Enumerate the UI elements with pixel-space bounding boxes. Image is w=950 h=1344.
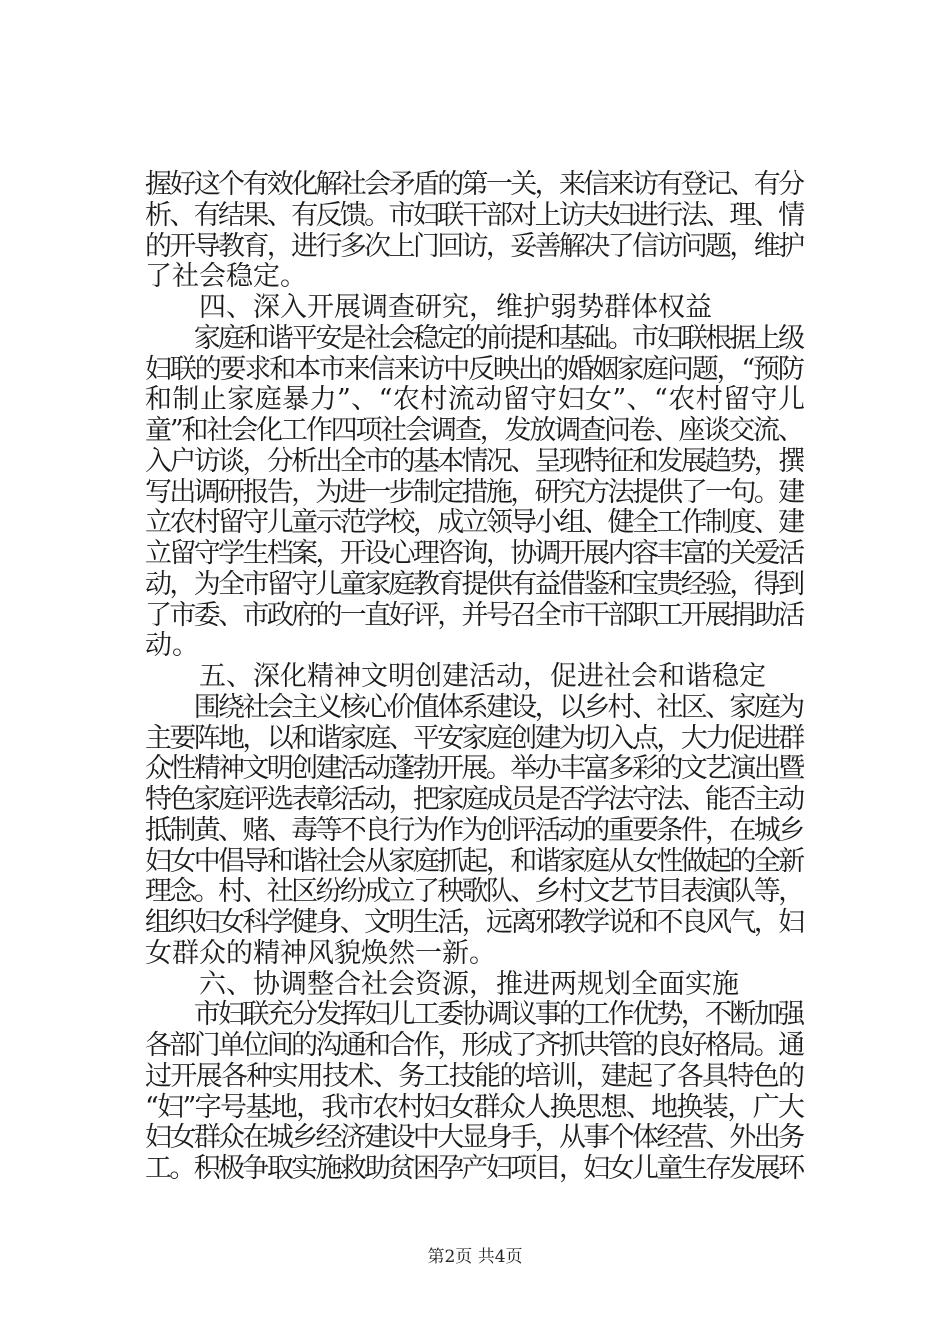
text-line: 的开导教育，进行多次上门回访，妥善解决了信访问题，维护 <box>145 231 803 262</box>
text-line: 过开展各种实用技术、务工技能的培训，建起了各具特色的 <box>145 1061 804 1092</box>
text-line: 主要阵地，以和谐家庭、平安家庭创建为切入点，大力促进群 <box>145 723 803 754</box>
text-line: 写出调研报告，为进一步制定措施，研究方法提供了一句。建 <box>145 477 803 508</box>
text-line: “妇”字号基地，我市农村妇女群众人换思想、地换装，广大 <box>145 1092 804 1123</box>
text-line: 了社会稳定。 <box>145 261 307 292</box>
text-line: 了市委、市政府的一直好评，并号召全市干部职工开展捐助活 <box>145 600 803 631</box>
text-line: 握好这个有效化解社会矛盾的第一关，来信来访有登记、有分 <box>145 169 803 200</box>
text-line: 妇女中倡导和谐社会从家庭抓起，和谐家庭从女性做起的全新 <box>145 846 803 877</box>
text-line: 立留守学生档案，开设心理咨询，协调开展内容丰富的关爱活 <box>145 538 803 569</box>
text-line: 抵制黄、赌、毒等不良行为作为创评活动的重要条件，在城乡 <box>145 815 803 846</box>
text-line: 众性精神文明创建活动蓬勃开展。举办丰富多彩的文艺演出暨 <box>145 753 803 784</box>
page-footer: 第2页 共4页 <box>427 1247 523 1267</box>
text-line: 组织妇女科学健身、文明生活，远离邪教学说和不良风气，妇 <box>145 907 803 938</box>
text-line: 妇联的要求和本市来信来访中反映出的婚姻家庭问题，“预防 <box>145 354 803 385</box>
text-line: 女群众的精神风貌焕然一新。 <box>145 938 496 969</box>
text-line: 六、协调整合社会资源，推进两规划全面实施 <box>145 969 739 1000</box>
text-line: 析、有结果、有反馈。市妇联干部对上访夫妇进行法、理、情 <box>145 200 803 231</box>
text-line: 市妇联充分发挥妇儿工委协调议事的工作优势，不断加强 <box>145 999 803 1030</box>
text-line: 特色家庭评选表彰活动，把家庭成员是否学法守法、能否主动 <box>145 784 803 815</box>
text-line: 入户访谈，分析出全市的基本情况、呈现特征和发展趋势，撰 <box>145 446 803 477</box>
text-line: 动。 <box>145 630 199 661</box>
text-line: 围绕社会主义核心价值体系建设，以乡村、社区、家庭为 <box>145 692 803 723</box>
text-line: 立农村留守儿童示范学校，成立领导小组、健全工作制度、建 <box>145 507 803 538</box>
text-line: 家庭和谐平安是社会稳定的前提和基础。市妇联根据上级 <box>145 323 803 354</box>
text-line: 动，为全市留守儿童家庭教育提供有益借鉴和宝贵经验，得到 <box>145 569 803 600</box>
text-line: 童”和社会化工作四项社会调查，发放调查问卷、座谈交流、 <box>145 415 803 446</box>
text-line: 和制止家庭暴力”、“农村流动留守妇女”、“农村留守儿 <box>145 384 806 415</box>
text-line: 工。积极争取实施救助贫困孕产妇项目，妇女儿童生存发展环 <box>145 1153 803 1184</box>
text-line: 各部门单位间的沟通和合作，形成了齐抓共管的良好格局。通 <box>145 1030 803 1061</box>
text-line: 五、深化精神文明创建活动，促进社会和谐稳定 <box>145 661 766 692</box>
text-line: 理念。村、社区纷纷成立了秧歌队、乡村文艺节目表演队等， <box>145 876 803 907</box>
text-line: 四、深入开展调查研究，维护弱势群体权益 <box>145 292 712 323</box>
text-line: 妇女群众在城乡经济建设中大显身手，从事个体经营、外出务 <box>145 1122 803 1153</box>
